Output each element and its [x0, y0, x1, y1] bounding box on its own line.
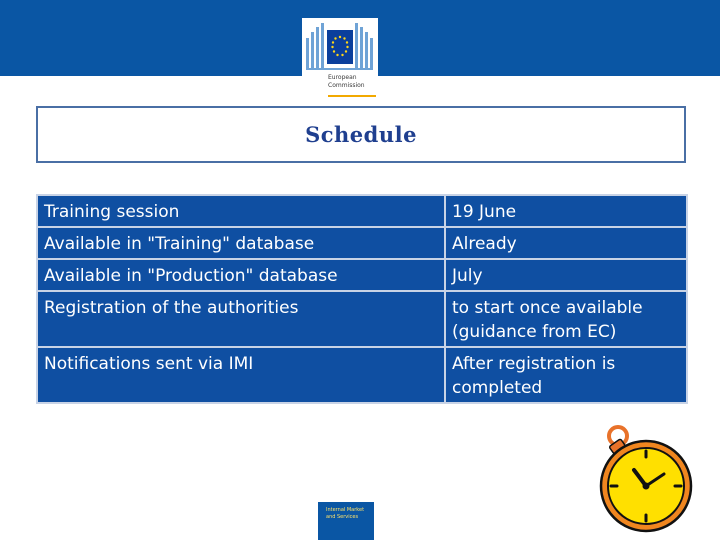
schedule-date-cell: 19 June — [445, 195, 687, 227]
table-row — [37, 347, 687, 403]
table-row — [37, 195, 687, 227]
title-box — [36, 106, 686, 163]
schedule-date-cell: After registration is completed — [445, 347, 687, 403]
schedule-item-cell: Available in "Training" database — [37, 227, 445, 259]
schedule-date-cell: July — [445, 259, 687, 291]
schedule-item-cell: Available in "Production" database — [37, 259, 445, 291]
schedule-item-cell: Notifications sent via IMI — [37, 347, 445, 403]
dg-badge — [318, 502, 374, 540]
logo-text-line1: European — [328, 74, 357, 81]
schedule-date-cell: to start once available (guidance from EC) — [445, 291, 687, 347]
table-row — [37, 291, 687, 347]
page-title: Schedule — [305, 122, 417, 147]
table-row — [37, 259, 687, 291]
dg-badge-text: Internal Market and Services — [326, 507, 365, 520]
logo-underline — [328, 95, 376, 97]
schedule-item-cell: Registration of the authorities — [37, 291, 445, 347]
schedule-item-cell: Training session — [37, 195, 445, 227]
stopwatch-icon — [590, 420, 700, 535]
european-commission-logo — [302, 18, 378, 100]
schedule-table — [36, 194, 688, 404]
schedule-date-cell: Already — [445, 227, 687, 259]
table-row — [37, 227, 687, 259]
logo-text-line2: Commission — [328, 82, 365, 89]
logo-text — [328, 74, 378, 90]
